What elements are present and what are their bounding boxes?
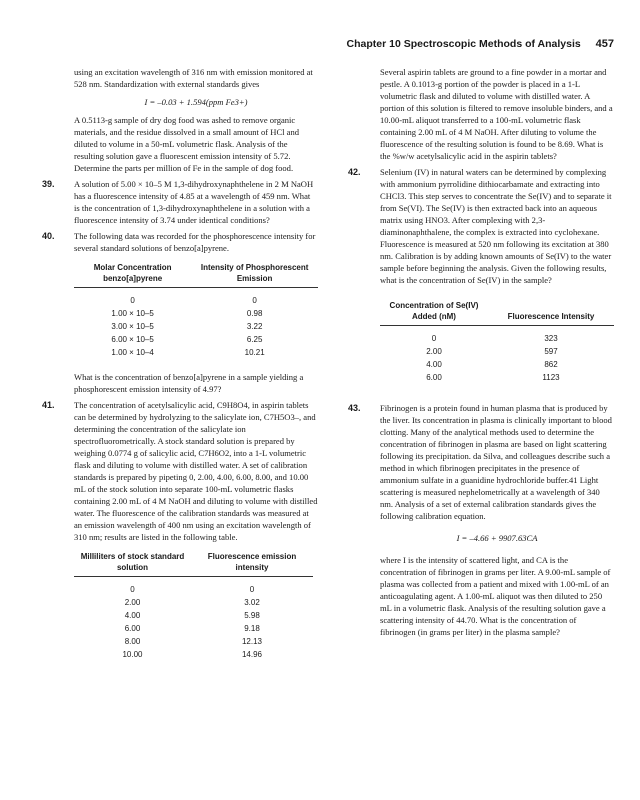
table-cell: 1.00 × 10–4 [111, 348, 154, 357]
table-cell: 6.00 [426, 373, 442, 382]
q41-data-table [74, 551, 313, 665]
q41-table-wrap [38, 551, 318, 665]
question-text: Fibrinogen is a protein found in human plasma that is produced by the liver. Its concentration in plasma is clinically important to blood clotting. Many of the analytical methods used to determine the concentration of fibrinogen in plasma are based on light scattering following its precipitation. da Silva, and colleagues describe such a method in which fibrinogen precipitates in the presence of ammonium sulfate in a guanidine hydrochloride buffer.41 Light scattering is measured nephelometrically at a wavelength of 340 nm. Analysis of a set of external calibration standards gives the following calibration equation. [380, 403, 612, 521]
question-number: 40. [42, 231, 55, 241]
table-cell: 2.00 [426, 347, 442, 356]
q43-followup: where I is the intensity of scattered light, and CA is the concentration of fibrinogen in grams per liter. A 9.00-mL sample of plasma was collected from a patient and mixed with 1.00-mL of an anticoagulating agent. A 1.00-mL aliquot was then diluted to 250 mL in a volumetric flask. Analysis of the resulting solution gave a scattering intensity of 44.70. What is the concentration of fibrinogen (in grams per liter) in the plasma sample? [380, 555, 611, 637]
table-cell: 10.21 [244, 348, 265, 357]
table-cell: 3.02 [244, 598, 260, 607]
q43-equation: I = –4.66 + 9907.63CA [456, 533, 538, 543]
table-row [74, 596, 313, 609]
table-cell: 3.00 × 10–5 [111, 322, 154, 331]
table-cell: 6.25 [246, 335, 263, 344]
table-cell: 0 [130, 296, 135, 305]
question-text: The following data was recorded for the phosphorescence intensity for several standard solutions of benzo[a]pyrene. [74, 231, 316, 253]
q42-table-wrap [344, 300, 614, 388]
table-cell: 2.00 [124, 598, 141, 607]
question-number: 39. [42, 179, 55, 189]
table-cell: 4.00 [426, 360, 442, 369]
table-cell: 0 [130, 585, 135, 594]
table-cell: 323 [544, 334, 558, 343]
question-39 [38, 178, 318, 226]
table-cell: 6.00 [124, 624, 141, 633]
table-cell: 10.00 [122, 650, 143, 659]
table-cell: 3.22 [246, 322, 263, 331]
question-text: A solution of 5.00 × 10–5 M 1,3-dihydroxynaphthelene in 2 M NaOH has a fluorescence intensity of 4.85 at a wavelength of 459 nm. What is the concentration of 1,3-dihydroxynaphthelene in a solution with a fluorescence intensity of 3.74 under identical conditions? [74, 179, 314, 225]
continued-equation: I = –0.03 + 1.594(ppm Fe3+) [144, 97, 248, 107]
table-header: Fluorescence emission intensity [191, 551, 313, 577]
table-cell: 862 [544, 360, 558, 369]
table-cell: 5.98 [244, 611, 260, 620]
table-cell: 9.18 [244, 624, 260, 633]
table-cell: 14.96 [241, 650, 263, 659]
continued-text: Several aspirin tablets are ground to a fine powder in a mortar and pestle. A 0.1013-g portion of the powder is placed in a 1-L volumetric flask and diluted to volume with distilled water. A portion of this solution is filtered to remove insoluble binders, and a 10.00-mL aliquot transferred to a 100-mL volumetric flask containing 2.00 mL of 4 M NaOH. After diluting to volume the fluorescence of the resulting solution is found to be 8.69. What is the %w/w acetylsalicylic acid in the aspirin tablets? [380, 67, 613, 161]
question-text: Selenium (IV) in natural waters can be determined by complexing with ammonium pyrrolidine dithiocarbamate and extracting into CHCl3. This step serves to concentrate the Se(IV) and to separate it from Se(VI). The Se(IV) is then extracted back into an aqueous matrix using HNO3. After complexing with 2,3-diaminonaphthalene, the complex is extracted into cyclohexane. Fluorescence is measured at 520 nm following its excitation at 380 nm. Calibration is by adding known amounts of Se(IV) to the water sample before beginning the analysis. Given the following results, what is the concentration of Se(IV) in the sample? [380, 167, 612, 285]
table-cell: 1.00 × 10–5 [111, 309, 154, 318]
q40-table-wrap [38, 262, 318, 363]
table-header: Molar Concentration benzo[a]pyrene [74, 262, 191, 288]
table-cell: 0 [249, 585, 255, 594]
table-row [74, 346, 318, 363]
table-header: Fluorescence Intensity [488, 300, 614, 326]
table-cell: 8.00 [124, 637, 141, 646]
q42-data-table [380, 300, 614, 388]
q40-followup: What is the concentration of benzo[a]pyrene in a sample yielding a phosphorescent emission intensity of 4.97? [74, 372, 304, 394]
table-header: Milliliters of stock standard solution [74, 551, 191, 577]
table-row [380, 358, 614, 371]
table-cell: 597 [544, 347, 558, 356]
question-number: 43. [348, 403, 361, 413]
table-cell: 0 [252, 296, 257, 305]
table-row [74, 333, 318, 346]
question-43 [344, 402, 614, 522]
table-row [380, 326, 614, 346]
table-row [74, 622, 313, 635]
table-cell: 6.00 × 10–5 [111, 335, 154, 344]
question-number: 42. [348, 167, 361, 177]
table-header: Concentration of Se(IV) Added (nM) [380, 300, 488, 326]
continued-text: using an excitation wavelength of 316 nm with emission monitored at 528 nm. Standardization with external standards gives [74, 67, 313, 89]
question-40 [38, 230, 318, 254]
table-cell: 12.13 [241, 637, 263, 646]
question-42 [344, 166, 614, 286]
table-cell: 0 [431, 334, 437, 343]
table-row [74, 609, 313, 622]
table-row [74, 288, 318, 308]
table-row [74, 577, 313, 597]
question-41 [38, 399, 318, 543]
table-cell: 4.00 [124, 611, 141, 620]
table-cell: 0.98 [246, 309, 263, 318]
table-row [380, 345, 614, 358]
table-row [74, 307, 318, 320]
table-cell: 1123 [542, 373, 560, 382]
table-row [74, 635, 313, 648]
question-number: 41. [42, 400, 55, 410]
table-row [74, 648, 313, 665]
left-column [38, 66, 318, 673]
table-row [380, 371, 614, 388]
table-row [74, 320, 318, 333]
right-column [344, 66, 614, 638]
page-header [347, 38, 614, 50]
table-header: Intensity of Phosphorescent Emission [191, 262, 318, 288]
page-number: 457 [595, 38, 614, 50]
q40-data-table [74, 262, 318, 363]
continued-text-2: A 0.5113-g sample of dry dog food was ashed to remove organic materials, and the residue dissolved in a small amount of HCl and diluted to volume in a 50-mL volumetric flask. Analysis of the resulting solution gave a fluorescent emission intensity of 5.72. Determine the parts per million of Fe in the sample of dog food. [74, 115, 300, 173]
question-text: The concentration of acetylsalicylic acid, C9H8O4, in aspirin tablets can be determined by hydrolyzing to the salicylate ion, C7H5O3–, and determining the concentration of the salicylate ion spectrofluorometrically. A stock standard solution is prepared by weighing 0.0774 g of salicylic acid, C7H6O2, into a 1-L volumetric flask and diluting to volume with distilled water. A set of calibration standards is prepared by pipeting 0, 2.00, 4.00, 6.00, 8.00, and 10.00 mL of the stock solution into separate 100-mL volumetric flasks containing 2.00 mL of 4 M NaOH and diluting to volume with distilled water. The fluorescence of the calibration standards was measured at an emission wavelength of 400 nm using an excitation wavelength of 310 nm; results are listed in the following table. [74, 400, 318, 542]
chapter-title: Chapter 10 Spectroscopic Methods of Analysis [346, 38, 581, 50]
